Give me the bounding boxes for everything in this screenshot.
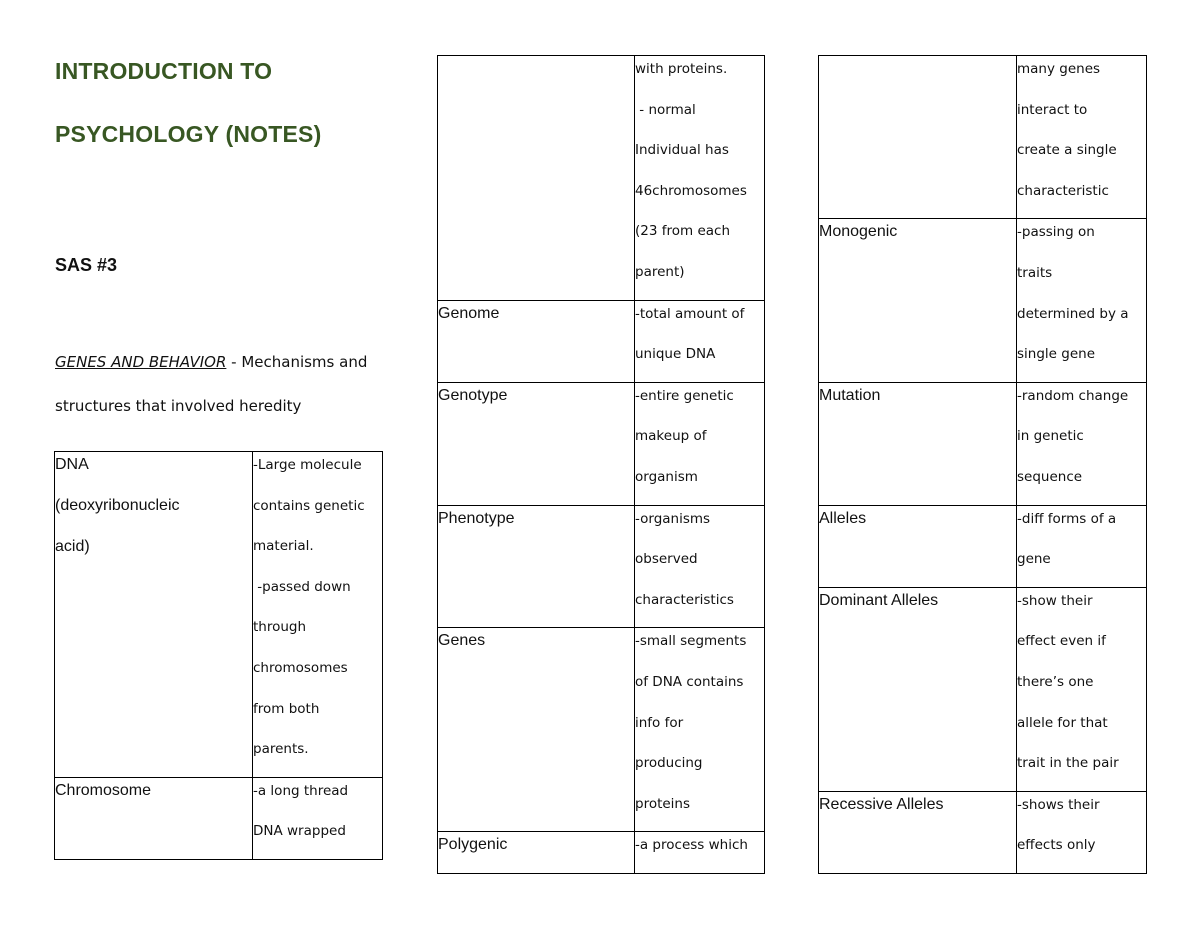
table-row [438,832,765,874]
definition-cell [1017,505,1147,587]
table-row [438,628,765,832]
definition-cell [253,777,383,859]
table-body [438,56,765,874]
term-text: Genes [438,632,486,650]
notes-table-2 [437,55,765,874]
table-body [819,56,1147,874]
definition-text: observed [635,551,698,568]
definition-text: of DNA contains [635,673,744,690]
definition-cell [1017,791,1147,873]
definition-text: characteristic [1017,182,1109,199]
definition-text: Individual has [635,142,729,159]
definition-text: through [253,619,307,636]
term-text: acid) [55,538,90,555]
definition-text: create a single [1017,142,1117,159]
definition-text: (23 from each [635,223,731,240]
table-row [819,382,1147,505]
definition-text: -a long thread [253,782,349,799]
definition-text: unique DNA [635,346,716,363]
definition-text: chromosomes [253,659,348,676]
term-text: Genotype [438,386,508,404]
definition-cell [635,56,765,301]
definition-text: -show their [1017,592,1093,609]
table-row [438,382,765,505]
table-row [819,791,1147,873]
definition-text: effect even if [1017,633,1106,650]
term-cell [819,219,1017,382]
definition-cell [1017,219,1147,382]
term-cell [819,791,1017,873]
term-text: Mutation [819,386,881,404]
table-row [438,505,765,628]
intro-line-1 [55,353,367,371]
term-cell [438,505,635,628]
definition-text: -organisms [635,510,711,527]
definition-text: -passing on [1017,224,1095,241]
definition-text: many genes [1017,61,1101,77]
term-cell [438,300,635,382]
term-cell [438,382,635,505]
intro-heading: GENES AND BEHAVIOR [55,353,227,371]
term-text: Genome [438,304,500,322]
definition-text: -a process which [635,837,748,854]
definition-text: determined by a [1017,305,1129,322]
table-row [438,300,765,382]
definition-text: info for [635,714,684,731]
term-text: Dominant Alleles [819,591,939,609]
term-cell [55,452,253,778]
definition-text: single gene [1017,346,1095,363]
definition-text: 46chromosomes [635,182,747,199]
definition-text: -random change [1017,387,1129,404]
definition-cell [1017,382,1147,505]
term-cell [438,56,635,301]
term-text: DNA [55,456,89,473]
table-row [55,777,383,859]
definition-text: -total amount of [635,305,745,322]
definition-cell [635,382,765,505]
definition-text: trait in the pair [1017,755,1119,772]
notes-table-3 [818,55,1147,874]
intro-line-2: structures that involved heredity [55,397,302,415]
table-body [55,452,383,860]
definition-text: with proteins. [635,61,728,77]
term-text: Alleles [819,509,867,527]
term-cell [55,777,253,859]
table-row [819,505,1147,587]
definition-cell [1017,56,1147,219]
table-row [819,219,1147,382]
term-text: Phenotype [438,509,515,527]
intro-rest: - Mechanisms and [226,353,368,371]
definition-text: there’s one [1017,673,1094,690]
definition-text: gene [1017,551,1051,568]
term-cell [438,628,635,832]
definition-text: -small segments [635,633,747,650]
definition-text: -diff forms of a [1017,510,1117,527]
definition-cell [635,505,765,628]
definition-cell [253,452,383,778]
term-cell [819,56,1017,219]
definition-text: proteins [635,795,691,812]
definition-text: in genetic [1017,428,1084,445]
table-row [438,56,765,301]
definition-text: from both [253,700,320,717]
definition-text: makeup of [635,428,707,445]
term-text: Recessive Alleles [819,795,944,813]
table-row [55,452,383,778]
definition-cell [635,628,765,832]
table-row [819,587,1147,791]
definition-text: -shows their [1017,796,1100,813]
title-line-2: PSYCHOLOGY (NOTES) [55,121,322,147]
term-cell [819,505,1017,587]
term-cell [819,382,1017,505]
definition-text: allele for that [1017,714,1108,731]
definition-text: traits [1017,264,1053,281]
term-cell [438,832,635,874]
term-text: Polygenic [438,836,508,854]
definition-text: producing [635,755,703,772]
definition-text: sequence [1017,468,1083,485]
definition-text: parents. [253,741,309,758]
definition-text: -entire genetic [635,387,734,404]
term-text: Monogenic [819,223,898,241]
definition-text: DNA wrapped [253,823,346,840]
definition-text: -passed down [253,578,351,595]
table-row [819,56,1147,219]
sas-label: SAS #3 [55,255,118,275]
notes-table-1 [54,451,383,860]
definition-cell [1017,587,1147,791]
definition-text: -Large molecule [253,457,362,473]
term-cell [819,587,1017,791]
definition-text: organism [635,468,698,485]
definition-text: parent) [635,263,685,280]
definition-text: characteristics [635,591,734,608]
term-text: (deoxyribonucleic [55,497,180,514]
definition-text: effects only [1017,837,1096,854]
definition-cell [635,832,765,874]
definition-cell [635,300,765,382]
definition-text: interact to [1017,101,1088,118]
term-text: Chromosome [55,781,152,799]
title-line-1: INTRODUCTION TO [55,58,273,84]
definition-text: material. [253,538,314,555]
definition-text: - normal [635,101,696,118]
definition-text: contains genetic [253,497,365,514]
